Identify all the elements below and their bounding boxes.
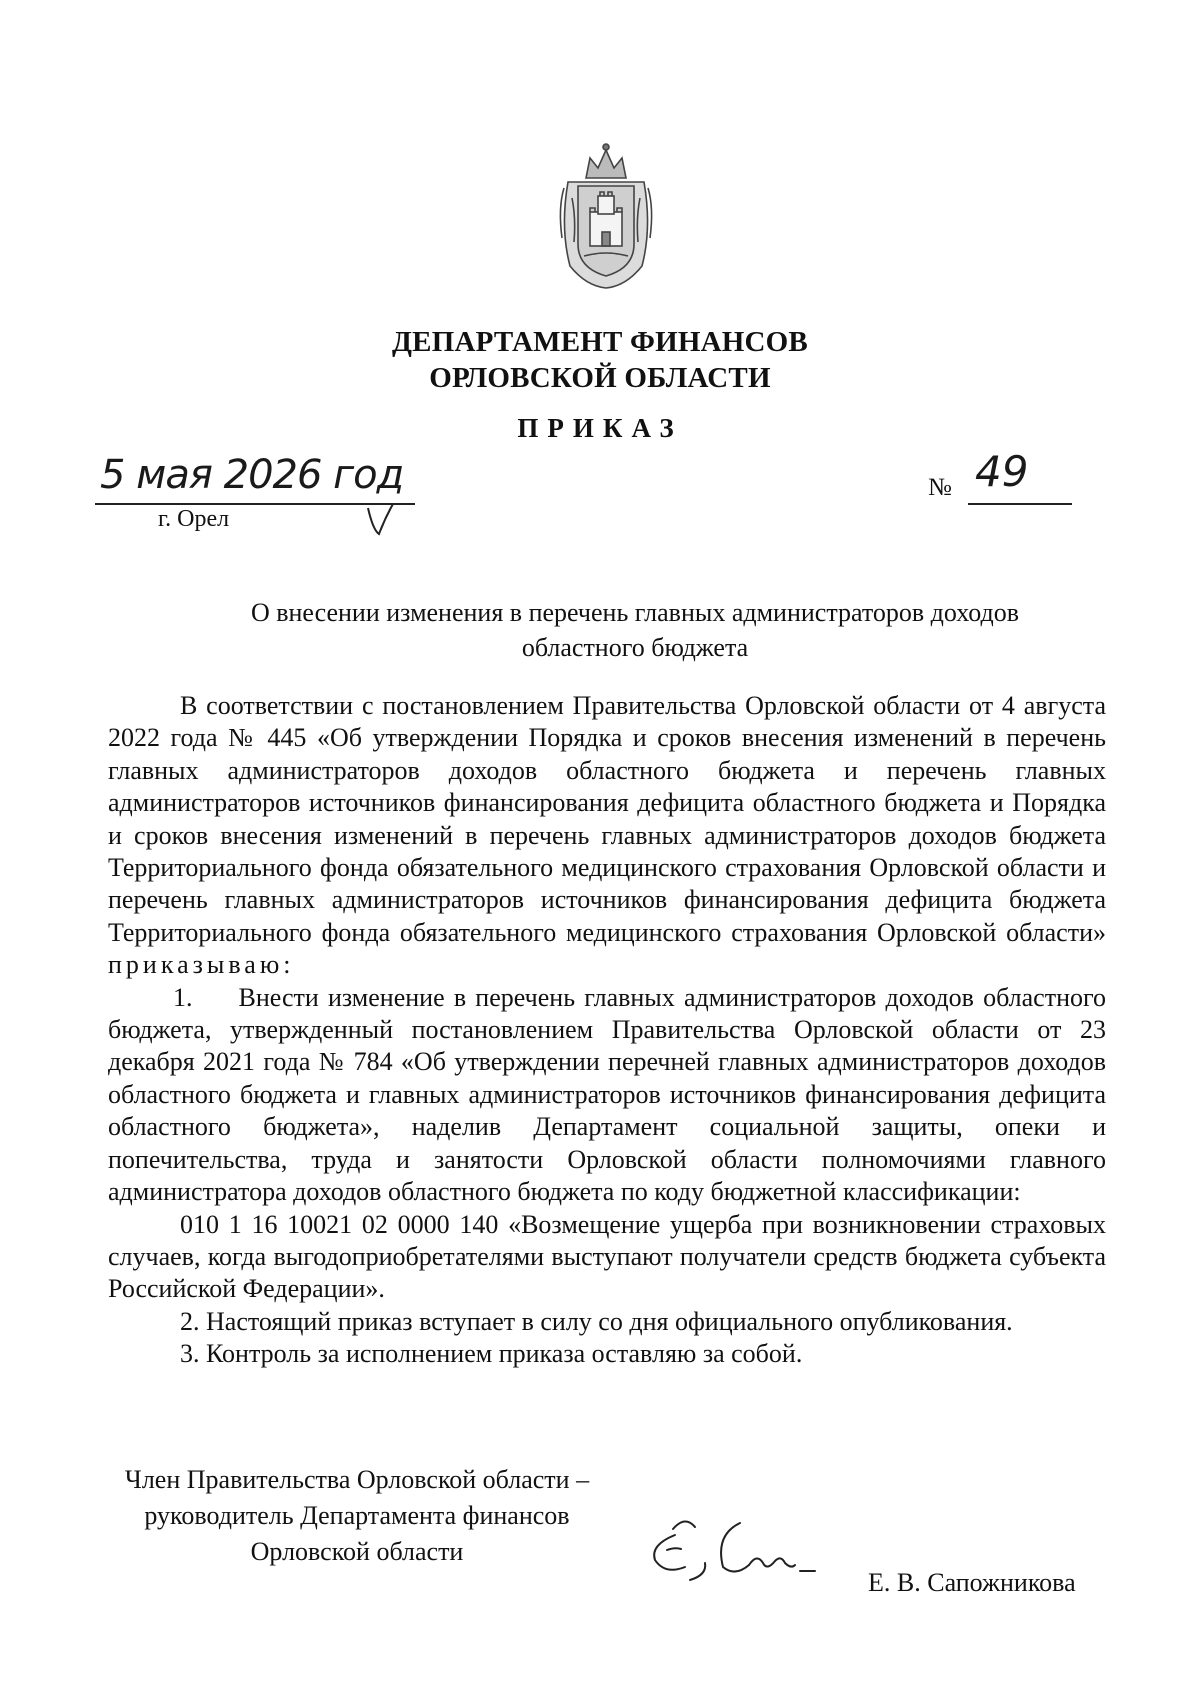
- signatory-title-line2: руководитель Департамента финансов: [144, 1501, 570, 1530]
- check-mark-icon: [365, 500, 395, 538]
- handwritten-date: 5 мая 2026 год: [100, 452, 404, 498]
- preamble-paragraph: [108, 690, 1106, 982]
- preamble-text: В соответствии с постановлением Правительства Орловской области от 4 августа 2022 года № 445 «Об утверждении Порядка и сроков внесения изменений в перечень главных администраторов доходов областного бюджета и перечень главных администраторов источников финансирования дефицита областного бюджета и Порядка и сроков внесения изменений в перечень главных администраторов доходов бюджета Территориального фонда обязательного медицинского страхования Орловской области и перечень главных администраторов источников финансирования дефицита бюджета Территориального фонда обязательного медицинского страхования Орловской области»: [108, 691, 1106, 947]
- city-label: г. Орел: [158, 506, 230, 532]
- item1-text: Внести изменение в перечень главных администраторов доходов областного бюджета, утвержденный постановлением Правительства Орловской области от 23 декабря 2021 года № 784 «Об утверждении перечней главных администраторов доходов областного бюджета и главных администраторов источников финансирования дефицита областного бюджета», наделив Департамент социальной защиты, опеки и попечительства, труда и занятости Орловской области полномочиями главного администратора доходов областного бюджета по коду бюджетной классификации:: [108, 982, 1107, 1207]
- order-subject-line2: областного бюджета: [521, 633, 749, 662]
- signatory-title: [92, 1462, 622, 1570]
- number-underline: [968, 503, 1072, 505]
- number-sign: №: [928, 474, 952, 501]
- order-subject-line1: О внесении изменения в перечень главных администраторов доходов: [250, 598, 1020, 627]
- item1-number: 1.: [173, 982, 193, 1012]
- item3-paragraph: 3. Контроль за исполнением приказа оставляю за собой.: [180, 1339, 803, 1369]
- item2-paragraph: 2. Настоящий приказ вступает в силу со дня официального опубликования.: [180, 1306, 1013, 1336]
- budget-code-paragraph: 010 1 16 10021 02 0000 140 «Возмещение ущерба при возникновении страховых случаев, когда выгодоприобретателями выступают получатели средств бюджета субъекта Российской Федерации».: [108, 1209, 1106, 1304]
- item1-paragraph: [108, 982, 1106, 1209]
- handwritten-number: 49: [975, 447, 1029, 496]
- signatory-name: Е. В. Сапожникова: [868, 1568, 1076, 1597]
- handwritten-signature: [645, 1505, 820, 1590]
- signatory-title-line1: Член Правительства Орловской области –: [124, 1465, 590, 1494]
- coat-of-arms-emblem: [556, 138, 656, 290]
- department-name-line1: ДЕПАРТАМЕНТ ФИНАНСОВ: [392, 326, 808, 358]
- department-name-line2: ОРЛОВСКОЙ ОБЛАСТИ: [429, 362, 771, 394]
- order-word: приказываю:: [108, 950, 295, 980]
- document-type-title: ПРИКАЗ: [517, 413, 683, 443]
- order-body: [108, 690, 1106, 1371]
- signatory-title-line3: Орловской области: [250, 1537, 464, 1566]
